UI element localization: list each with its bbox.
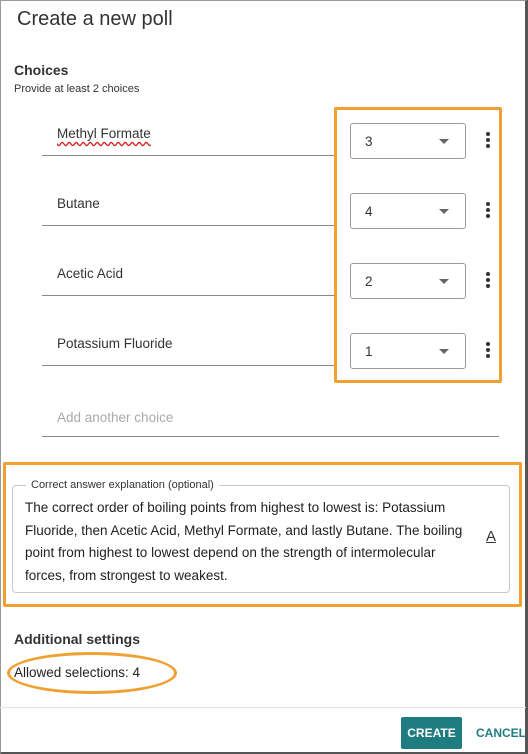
choice-label: Methyl Formate: [57, 126, 151, 141]
choice-field-3[interactable]: [42, 256, 336, 296]
explanation-legend: Correct answer explanation (optional): [26, 479, 219, 491]
choice-field-4[interactable]: [42, 326, 336, 366]
cancel-button[interactable]: CANCEL: [476, 726, 526, 740]
highlight-explanation: [3, 462, 522, 607]
rank-value: 2: [365, 274, 373, 289]
footer-divider: [0, 707, 526, 708]
choices-subtitle: Provide at least 2 choices: [14, 83, 140, 95]
text-format-icon[interactable]: A: [486, 528, 497, 545]
add-choice-placeholder: Add another choice: [57, 410, 174, 425]
allowed-selections[interactable]: Allowed selections: 4: [14, 665, 141, 680]
rank-value: 1: [365, 344, 373, 359]
add-choice-field[interactable]: [42, 400, 499, 437]
highlight-allowed-selections: [7, 652, 177, 694]
dialog-title: Create a new poll: [17, 8, 173, 30]
choice-field-1[interactable]: [42, 116, 336, 156]
choice-label: Acetic Acid: [57, 266, 124, 281]
choices-heading: Choices: [14, 62, 69, 78]
settings-heading: Additional settings: [14, 631, 140, 647]
highlight-rank-selects: [334, 107, 502, 383]
choice-field-2[interactable]: [42, 186, 336, 226]
create-button[interactable]: CREATE: [401, 717, 462, 749]
choice-label: Potassium Fluoride: [57, 336, 173, 351]
choice-label: Butane: [57, 196, 100, 211]
explanation-text: The correct order of boiling points from highest to lowest is: Potassium Fluoride, then Acetic Acid, Methyl Formate, and lastly Butane. The boiling point from highest to lowest depend on the strength of intermolecular forces, from strongest to weakest.: [25, 500, 463, 583]
rank-value: 3: [365, 134, 373, 149]
rank-value: 4: [365, 204, 373, 219]
